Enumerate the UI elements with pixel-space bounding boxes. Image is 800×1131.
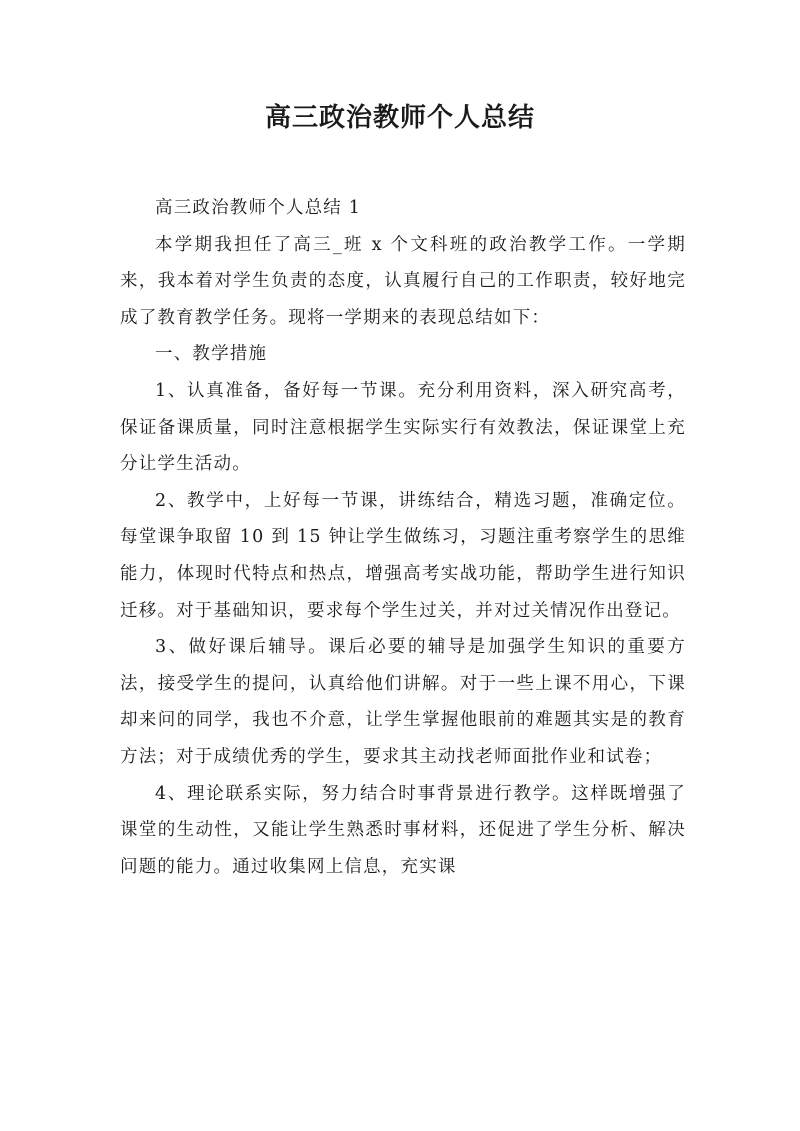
intro-paragraph: 本学期我担任了高三_班 x 个文科班的政治教学工作。一学期来，我本着对学生负责的态度，认真履行自己的工作职责，较好地完成了教育教学任务。现将一学期来的表现总结如下： — [120, 234, 686, 328]
list-item-3: 3、做好课后辅导。课后必要的辅导是加强学生知识的重要方法，接受学生的提问，认真给他们讲解。对于一些上课不用心，下课却来问的同学，我也不介意，让学生掌握他眼前的难题其实是的教育方法；对于成绩优秀的学生，要求其主动找老师面批作业和试卷； — [120, 637, 686, 767]
document-body — [120, 190, 686, 885]
subsection-heading: 一、教学措施 — [155, 344, 268, 365]
document-title: 高三政治教师个人总结 — [264, 103, 535, 133]
list-item-1: 1、认真准备，备好每一节课。充分利用资料，深入研究高考，保证备课质量，同时注意根据学生实际实行有效教法，保证课堂上充分让学生活动。 — [120, 380, 686, 475]
list-item-2: 2、教学中，上好每一节课，讲练结合，精选习题，准确定位。每堂课争取留 10 到 15 钟让学生做练习，习题注重考察学生的思维能力，体现时代特点和热点，增强高考实战功能，帮助学生进行知识迁移。对于基础知识，要求每个学生过关，并对过关情况作出登记。 — [120, 490, 686, 621]
list-item-4: 4、理论联系实际，努力结合时事背景进行教学。这样既增强了课堂的生动性，又能让学生熟悉时事材料，还促进了学生分析、解决问题的能力。通过收集网上信息，充实课 — [120, 783, 686, 877]
section-heading: 高三政治教师个人总结 1 — [155, 198, 362, 218]
